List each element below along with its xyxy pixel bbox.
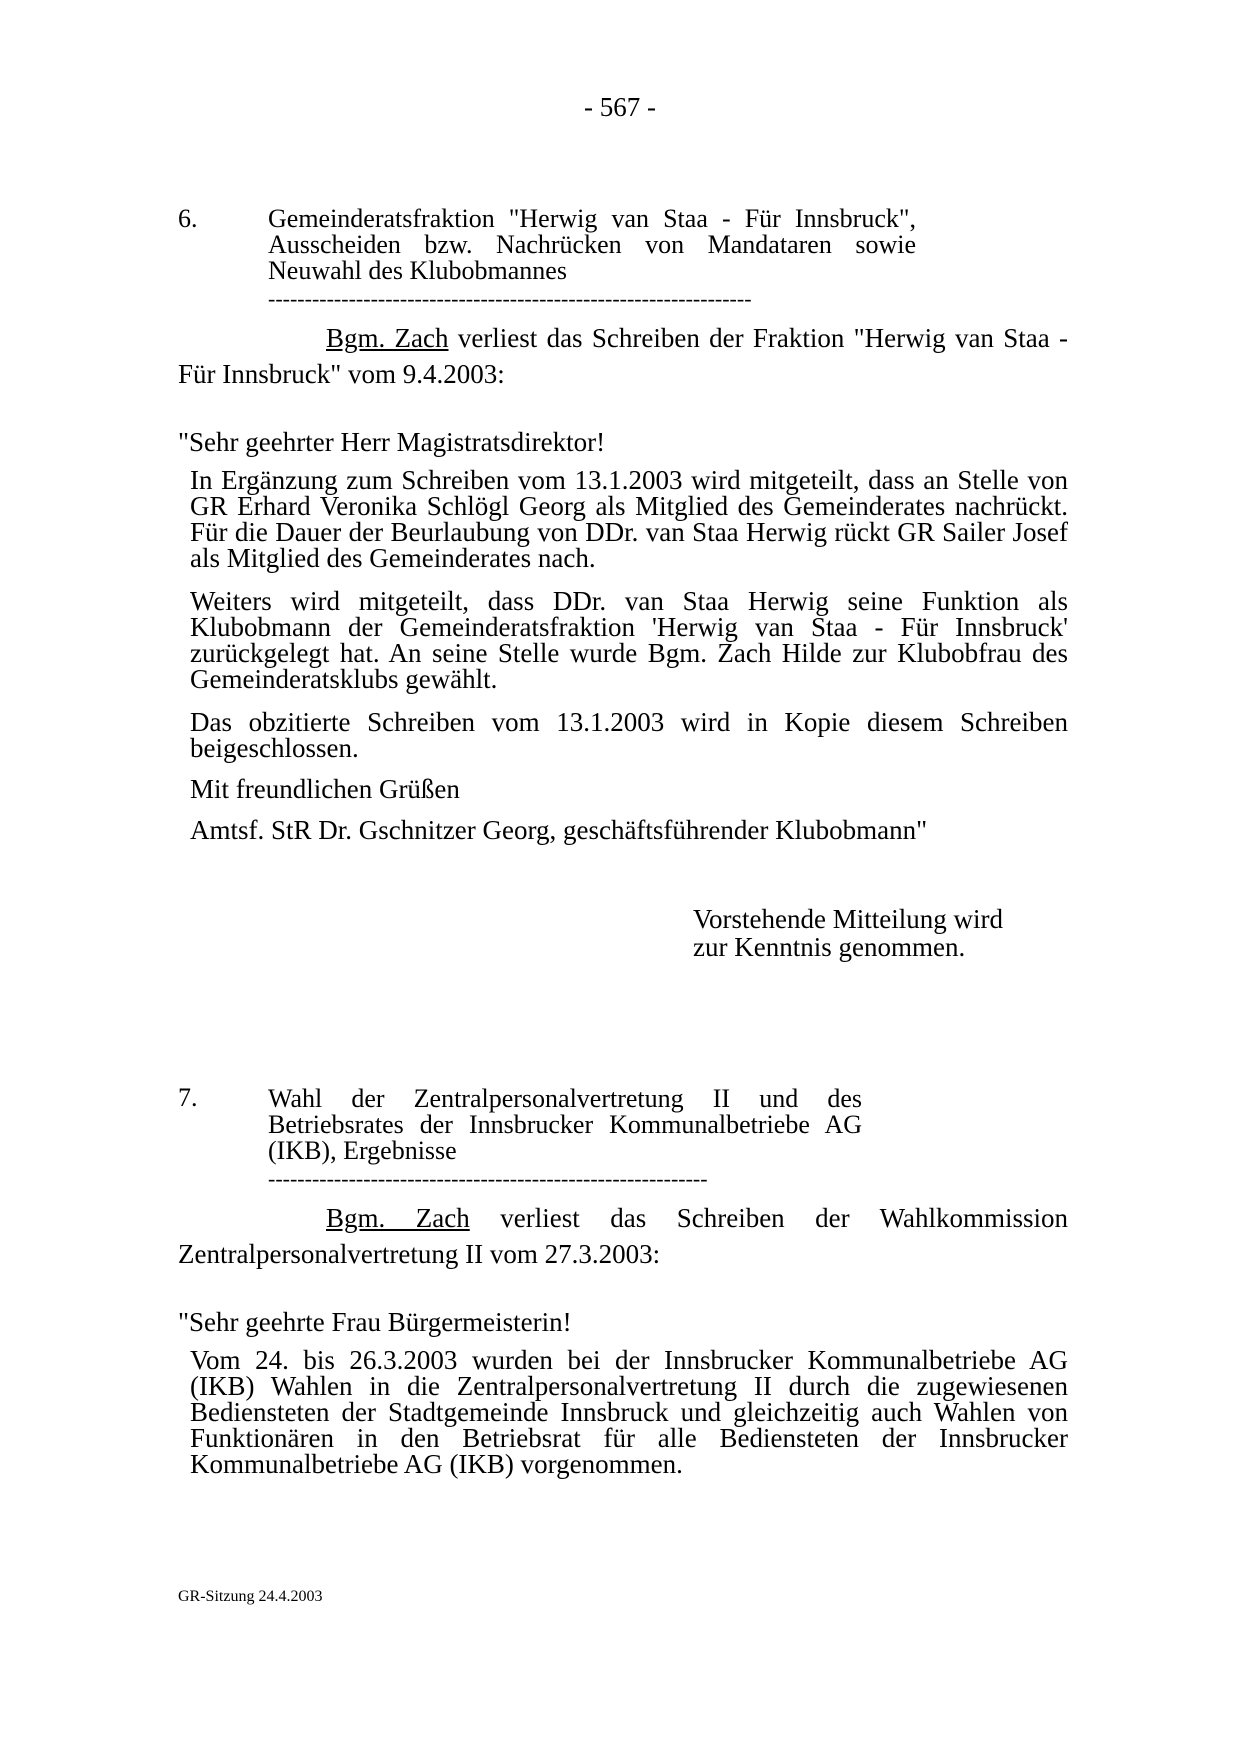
resolution-note: Vorstehende Mitteilung wird zur Kenntnis genommen. bbox=[693, 904, 1003, 962]
item-title: Gemeinderatsfraktion "Herwig van Staa - Für Innsbruck", Ausscheiden bzw. Nachrücken von Mandataren sowie Neuwahl des Klubobmannes bbox=[268, 204, 916, 285]
separator-dashes: ------------------------------------------------------------ bbox=[268, 1168, 708, 1190]
intro-text: verliest das Schreiben der Fraktion "Herwig van Staa - Für Innsbruck" vom 9.4.2003: bbox=[178, 323, 1068, 389]
letter-paragraph: In Ergänzung zum Schreiben vom 13.1.2003 wird mitgeteilt, dass an Stelle von GR Erhard Veronika Schlögl Georg als Mitglied des Gemeinderates nachrückt. Für die Dauer der Beurlaubung von DDr. van Staa Herwig rückt GR Sailer Josef als Mitglied des Gemeinderates nach. bbox=[190, 465, 1068, 573]
letter-salutation: "Sehr geehrte Frau Bürgermeisterin! bbox=[178, 1307, 572, 1337]
letter-paragraph: Vom 24. bis 26.3.2003 wurden bei der Innsbrucker Kommunalbetriebe AG (IKB) Wahlen in die Zentralpersonalvertretung II durch die zugewiesenen Bediensteten der Stadtgemeinde Innsbruck und gleichzeitig auch Wahlen von Funktionären in den Betriebsrat für alle Bediensteten der Innsbrucker Kommunalbetriebe AG (IKB) vorgenommen. bbox=[190, 1345, 1068, 1479]
item-number: 7. bbox=[178, 1083, 198, 1112]
intro-paragraph bbox=[178, 320, 1068, 392]
item-title: Wahl der Zentralpersonalvertretung II und des Betriebsrates der Innsbrucker Kommunalbetriebe AG (IKB), Ergebnisse bbox=[268, 1084, 862, 1165]
intro-text: verliest das Schreiben der Wahlkommission Zentralpersonalvertretung II vom 27.3.2003: bbox=[178, 1203, 1068, 1269]
letter-paragraph: Weiters wird mitgeteilt, dass DDr. van Staa Herwig seine Funktion als Klubobmann der Gemeinderatsfraktion 'Herwig van Staa - Für Innsbruck' zurückgelegt hat. An seine Stelle wurde Bgm. Zach Hilde zur Klubobfrau des Gemeinderatsklubs gewählt. bbox=[190, 586, 1068, 694]
intro-paragraph bbox=[178, 1200, 1068, 1272]
separator-dashes: ------------------------------------------------------------------ bbox=[268, 288, 752, 310]
letter-closing: Mit freundlichen Grüßen bbox=[190, 774, 460, 804]
item-number: 6. bbox=[178, 204, 198, 233]
letter-salutation: "Sehr geehrter Herr Magistratsdirektor! bbox=[178, 427, 606, 457]
letter-paragraph: Das obzitierte Schreiben vom 13.1.2003 wird in Kopie diesem Schreiben beigeschlossen. bbox=[190, 707, 1068, 763]
speaker-name: Bgm. Zach bbox=[326, 1203, 470, 1233]
page-number: - 567 - bbox=[584, 92, 656, 122]
speaker-name: Bgm. Zach bbox=[326, 323, 449, 353]
letter-signature: Amtsf. StR Dr. Gschnitzer Georg, geschäftsführender Klubobmann" bbox=[190, 815, 928, 845]
page-footer: GR-Sitzung 24.4.2003 bbox=[178, 1588, 323, 1605]
